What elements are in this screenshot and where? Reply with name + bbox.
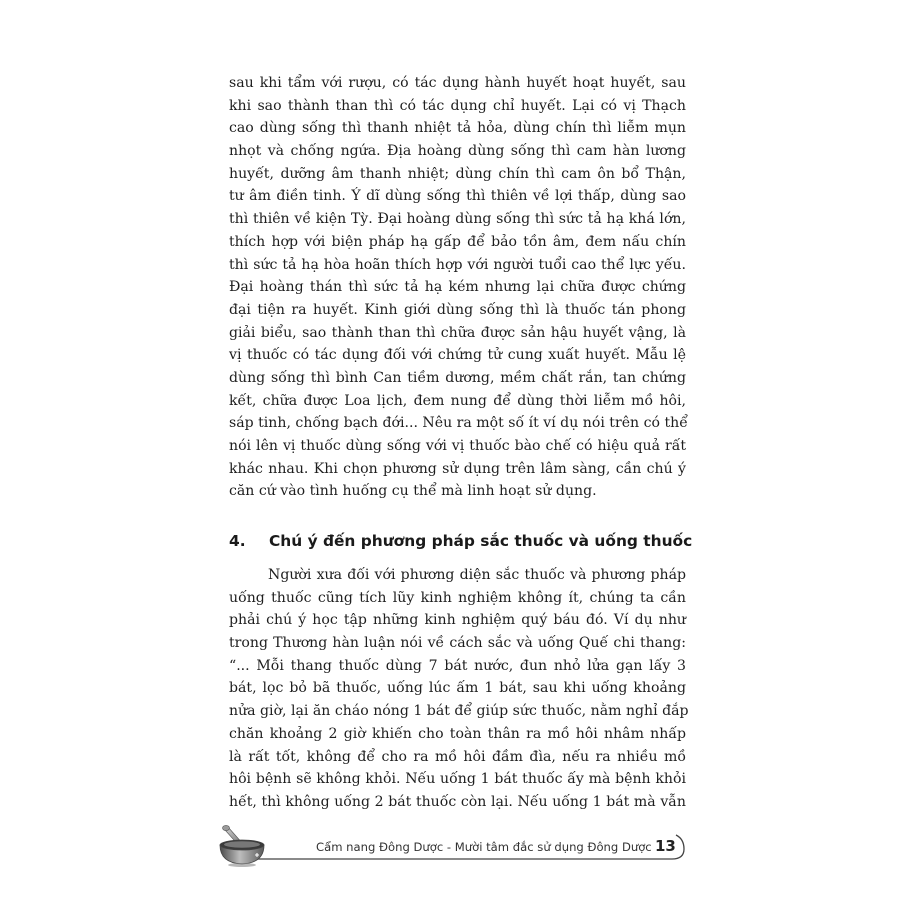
text-line: hết, thì không uống 2 bát thuốc còn lại. Nếu uống 1 bát mà vẫn xyxy=(229,793,686,810)
text-line: giải biểu, sao thành than thì chữa được sản hậu huyết vậng, là xyxy=(229,324,686,341)
text-line: “... Mỗi thang thuốc dùng 7 bát nước, đun nhỏ lửa gạn lấy 3 xyxy=(229,657,686,674)
text-line: phải chú ý học tập những kinh nghiệm quý báu đó. Ví dụ như xyxy=(229,612,686,629)
body-paragraph-2 xyxy=(229,564,689,814)
mortar-pestle-icon xyxy=(214,823,270,869)
text-line: bát, lọc bỏ bã thuốc, uống lúc ấm 1 bát, sau khi uống khoảng xyxy=(229,680,686,697)
text-line: thì sức tả hạ hòa hoãn thích hợp với người tuổi cao thể lực yếu. xyxy=(229,256,686,273)
text-line: nửa giờ, lại ăn cháo nóng 1 bát để giúp sức thuốc, nằm nghỉ đắp xyxy=(229,703,689,720)
text-line: cao dùng sống thì thanh nhiệt tả hỏa, dùng chín thì liễm mụn xyxy=(229,120,686,137)
section-title: Chú ý đến phương pháp sắc thuốc và uống thuốc xyxy=(269,532,693,550)
text-line: Người xưa đối với phương diện sắc thuốc và phương pháp xyxy=(268,567,686,583)
page-footer xyxy=(214,823,694,869)
text-line: nói lên vị thuốc dùng sống với vị thuốc bào chế có hiệu quả rất xyxy=(229,438,686,454)
text-line: khác nhau. Khi chọn phương sử dụng trên lâm sàng, cần chú ý xyxy=(229,460,686,477)
text-line: đại tiện ra huyết. Kinh giới dùng sống thì là thuốc tán phong xyxy=(229,301,686,318)
text-line: chăn khoảng 2 giờ khiến cho toàn thân ra mồ hôi nhâm nhấp xyxy=(229,725,686,742)
text-line: kết, chữa được Loa lịch, đem nung để dùng thời liễm mồ hôi, xyxy=(229,392,686,409)
text-line: khi sao thành than thì có tác dụng chỉ huyết. Lại có vị Thạch xyxy=(229,97,686,114)
running-title: Cẩm nang Đông Dược - Mười tâm đắc sử dụng Đông Dược xyxy=(316,840,652,854)
text-line: vị thuốc có tác dụng đối với chứng tử cung xuất huyết. Mẫu lệ xyxy=(229,347,686,364)
text-line: thích hợp với biện pháp hạ gấp để bảo tồn âm, đem nấu chín xyxy=(229,233,686,250)
text-line: nhọt và chống ngứa. Địa hoàng dùng sống thì cam hàn lương xyxy=(229,143,686,160)
section-heading xyxy=(229,532,699,550)
text-line: sáp tinh, chống bạch đới... Nêu ra một số ít ví dụ nói trên có thể xyxy=(229,415,688,432)
text-line: là rất tốt, không để cho ra mồ hôi đầm đìa, nếu ra nhiều mồ xyxy=(229,748,686,765)
text-line: dùng sống thì bình Can tiềm dương, mềm chất rắn, tan chứng xyxy=(229,369,686,386)
text-line: huyết, dưỡng âm thanh nhiệt; dùng chín thì cam ôn bổ Thận, xyxy=(229,165,686,182)
text-line: căn cứ vào tình huống cụ thể mà linh hoạt sử dụng. xyxy=(229,483,597,500)
text-line: hôi bệnh sẽ không khỏi. Nếu uống 1 bát thuốc ấy mà bệnh khỏi xyxy=(229,771,686,788)
text-line: thì thiên về kiện Tỳ. Đại hoàng dùng sống thì sức tả hạ khá lớn, xyxy=(229,211,686,228)
text-line: uống thuốc cũng tích lũy kinh nghiệm không ít, chúng ta cần xyxy=(229,589,686,606)
text-line: sau khi tẩm với rượu, có tác dụng hành huyết hoạt huyết, sau xyxy=(229,75,686,91)
section-number: 4. xyxy=(229,532,246,550)
page-number: 13 xyxy=(655,837,676,855)
text-line: Đại hoàng thán thì sức tả hạ kém nhưng lại chữa được chứng xyxy=(229,279,686,296)
text-line: trong Thương hàn luận nói về cách sắc và uống Quế chi thang: xyxy=(229,635,686,652)
text-line: tư âm điền tinh. Ý dĩ dùng sống thì thiên về lợi thấp, dùng sao xyxy=(229,188,686,205)
body-paragraph-1 xyxy=(229,72,686,503)
